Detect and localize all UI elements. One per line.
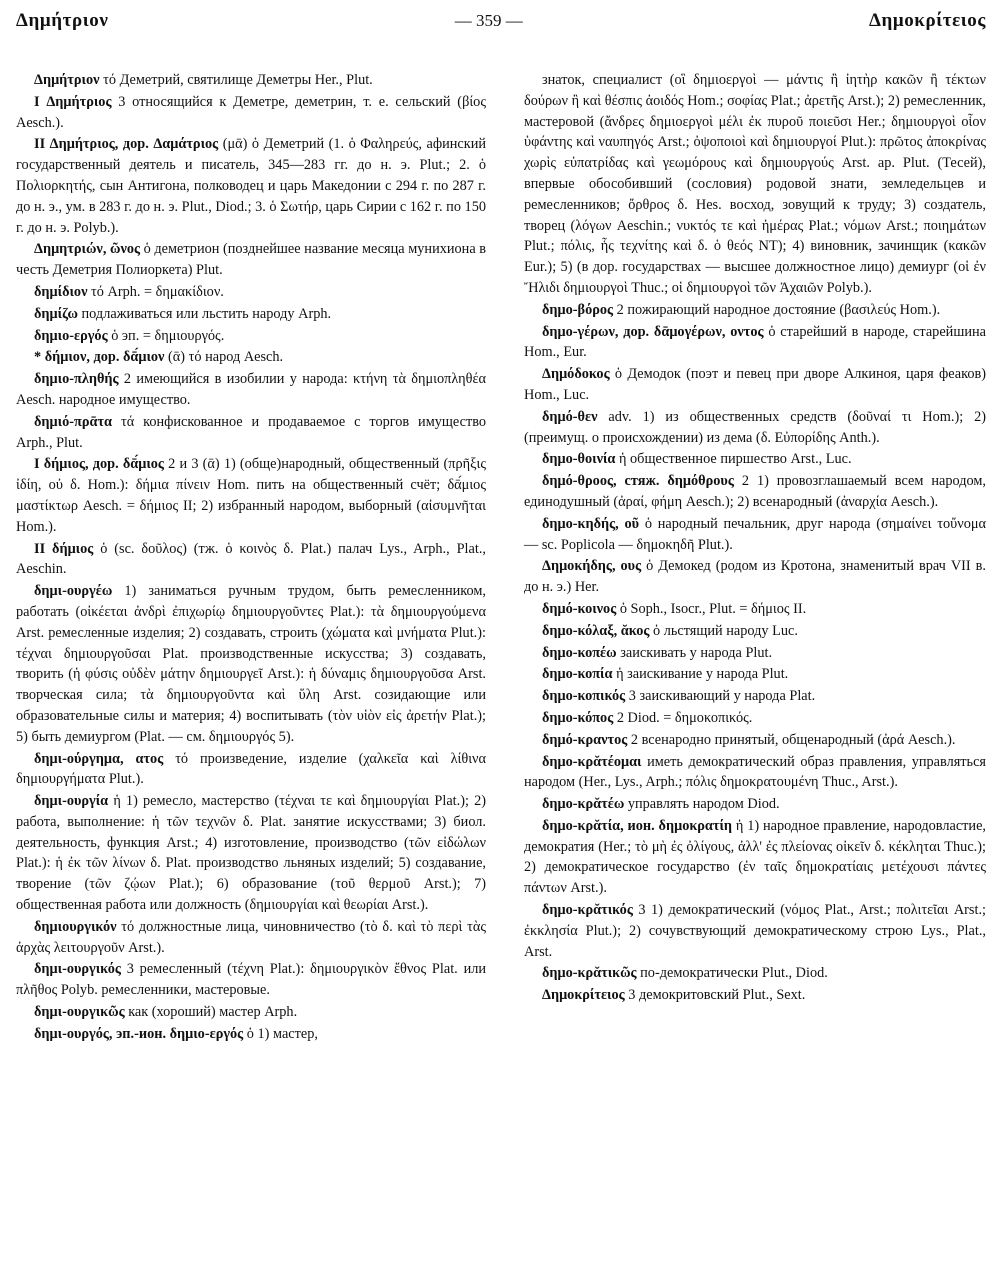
entry-headword: I Δημήτριος <box>34 93 112 110</box>
entry-definition: 2 пожирающий народное достояние (βασιλεύς Hom.). <box>616 301 941 318</box>
dictionary-entry <box>16 134 486 238</box>
entry-headword: δημιο-πληθής <box>34 371 119 388</box>
page-number: — 359 — <box>454 11 523 30</box>
dictionary-entry <box>16 791 486 916</box>
entry-headword: δημο-κοπέω <box>542 644 617 661</box>
entry-definition: 3 заискивающий у народа Plat. <box>628 688 816 705</box>
dictionary-entry <box>16 326 486 347</box>
entry-definition: 2 всенародно принятый, общенародный (ἀρά Aesch.). <box>630 731 956 748</box>
dictionary-entry <box>524 514 986 556</box>
dictionary-entry <box>524 300 986 321</box>
dictionary-entry <box>524 322 986 364</box>
dictionary-entry <box>16 1024 486 1045</box>
dictionary-entry <box>524 708 986 729</box>
entry-headword: * δήμιον, дор. δᾱ́μιον <box>34 349 165 366</box>
dictionary-entry <box>524 471 986 513</box>
entry-definition: ὁ 1) мастер, <box>246 1025 318 1042</box>
left-column <box>16 70 486 1045</box>
dictionary-entry <box>524 686 986 707</box>
entry-headword: δημίδιον <box>34 283 88 300</box>
entry-definition: управлять народом Diod. <box>627 796 780 813</box>
entry-definition: ἡ 1) народное правление, народовластие, демократия (Her.; τὸ μὴ ἐς ὀλίγους, ἀλλ' ἐς πλείονας οἰκεῖν δ. κέκληται Thuc.); 2) демократическое государство (ἐν ταῖς δημοκρατίαις μετέχουσι πάντες πάντων Arst.). <box>524 817 987 897</box>
running-head-left: Δημήτριον <box>16 10 109 31</box>
entry-definition: ἡ общественное пиршество Arst., Luc. <box>618 451 852 468</box>
entry-definition: по-демократически Plut., Diod. <box>640 965 828 982</box>
entry-headword: Δημοκρίτειος <box>542 987 625 1004</box>
entry-headword: δημο-κρᾰτέομαι <box>542 753 642 770</box>
dictionary-entry <box>16 92 486 134</box>
entry-headword: δημό-κοινος <box>542 600 617 617</box>
entry-definition: (ᾱ) τό народ Aesch. <box>168 349 284 366</box>
dictionary-entry <box>16 369 486 411</box>
dictionary-entry <box>524 364 986 406</box>
entry-definition: иметь демократический образ правления, управляться народом (Her., Lys., Arph.; πόλις δημοκρατουμένη Thuc., Arst.). <box>524 753 986 791</box>
entry-headword: δημι-ουργέω <box>34 583 113 600</box>
entry-headword: δημιο-εργός <box>34 327 108 344</box>
entry-headword: δημο-βόρος <box>542 301 614 318</box>
entry-definition: как (хороший) мастер Arph. <box>128 1004 298 1021</box>
entry-definition: 3 1) демократический (νόμος Plat., Arst.; πολιτεῖαι Arst.; ἐκκλησία Plut.); 2) сочувствующий демократическому строю Lys., Plat., Arst. <box>524 902 986 960</box>
entry-headword: δημό-κραντος <box>542 731 628 748</box>
entry-definition: знаток, специалист (οἳ δημιοεργοὶ — μάντις ἢ ἰητὴρ κακῶν ἢ τέκτων δούρων ἢ καὶ θέσπις ἀοιδός Hom.; σοφίας Plat.; ἀρετῆς Arst.); 2) ремесленник, мастеровой (ἄνδρες δημιοεργοὶ μέλι ἐκ πυροῦ ποιεῦσι Her.; δημιουργοὶ οἷον ὑφάντης καὶ ναυπηγός Arst.; ὀψοποιοὶ καὶ δημιουργοί Plut.): πρῶτος ἀποκρίνας χωρὶς εὐπατρίδας καὶ γεωμόρους καὶ δημιουργούς Arst. ap. Plut. (Тесей), впервые обособивший (сословия) родовой знати, земледельцев и ремесленников; ὄρθρος δ. Hes. восход, зовущий к труду; 3) создатель, творец (λόγων Aeschin.; νυκτός τε καὶ ἡμέρας Plat.; νόμων Arst.; ποιημάτων Plut.; πόλις, ἧς τεχνίτης καὶ δ. ὁ θεός NT); 4) виновник, зачинщик (κακῶν Eur.); 5) (в дор. государствах — высшее должностное лицо) демиург (οἱ ἐν Ἤλιδι δημιουργοὶ Thuc.; οἱ δημιουργοὶ τῶν Ἀχαιῶν Polyb.). <box>524 72 986 296</box>
entry-headword: δημό-θροος, стяж. δημόθρους <box>542 473 734 490</box>
entry-definition: 2 имеющийся в изобилии у народа: κτήνη τὰ δημιοπληθέα Aesch. народное имущество. <box>16 371 486 408</box>
entry-headword: δημι-ουργικῶς <box>34 1004 125 1021</box>
entry-headword: δημο-κρᾰτία, ион. δημοκρατίη <box>542 817 733 834</box>
dictionary-entry <box>16 412 486 454</box>
entry-headword: II Δημήτριος, дор. Δαμάτριος <box>34 136 219 153</box>
entry-headword: δημιουργικόν <box>34 918 117 935</box>
right-column <box>524 70 986 1045</box>
entry-definition: ὁ деметрион (позднейшее название месяца мунихиона в честь Деметрия Полиоркета) Plut. <box>16 241 487 279</box>
entry-headword: δημο-κόπος <box>542 709 614 726</box>
entry-definition: ὁ Демокед (родом из Кротона, знаменитый врач VII в. до н. э.) Her. <box>524 558 986 596</box>
dictionary-entry <box>16 539 486 581</box>
dictionary-entry <box>524 794 986 815</box>
entry-definition: ὁ Демодок (поэт и певец при дворе Алкиноя, царя феаков) Hom., Luc. <box>524 366 987 403</box>
entry-definition: заискивать у народа Plut. <box>620 644 773 661</box>
entry-headword: δημι-ουργικός <box>34 961 121 978</box>
dictionary-entry <box>524 900 986 962</box>
entry-definition: adv. 1) из общественных средств (δοῦναί τι Hom.); 2) (преимущ. о происхождении) из дема (δ. Εὐπορίδης Anth.). <box>524 408 986 446</box>
entry-definition: τό Arph. = δημακίδιον. <box>91 283 224 300</box>
dictionary-entry <box>524 730 986 751</box>
dictionary-entry <box>524 752 986 794</box>
dictionary-entry <box>524 449 986 470</box>
entry-definition: τά конфискованное и продаваемое с торгов имущество Arph., Plut. <box>16 413 487 451</box>
entry-headword: δημο-γέρων, дор. δᾱμογέρων, οντος <box>542 323 764 340</box>
entry-definition: 3 демокритовский Plut., Sext. <box>628 987 806 1004</box>
entry-definition: 3 относящийся к Деметре, деметрин, т. е. сельский (βίος Aesch.). <box>16 93 486 131</box>
dictionary-entry <box>524 621 986 642</box>
entry-headword: II δήμιος <box>34 540 94 557</box>
dictionary-entry <box>16 347 486 368</box>
dictionary-entry <box>16 581 486 747</box>
dictionary-entry <box>524 664 986 685</box>
entry-headword: δημο-κηδής, οῦ <box>542 515 640 532</box>
entry-definition: ἡ заискивание у народа Plut. <box>616 666 789 683</box>
dictionary-entry <box>16 70 486 91</box>
entry-definition: ὁ (sc. δοῦλος) (тж. ὁ κοινὸς δ. Plat.) палач Lys., Arph., Plat., Aeschin. <box>16 540 486 578</box>
entry-headword: δημι-ούργημα, ατος <box>34 750 164 767</box>
dictionary-entry <box>524 816 986 899</box>
entry-headword: δημο-κοπικός <box>542 688 626 705</box>
dictionary-entry <box>524 599 986 620</box>
entry-headword: δημο-κοπία <box>542 666 613 683</box>
entry-definition: подлаживаться или льстить народу Arph. <box>81 305 332 322</box>
entry-definition: 2 и 3 (ᾱ) 1) (обще)народный, общественный (πρῆξις ἰδίη, οὐ δ. Hom.): δήμια πίνειν Hom. пить на общественный счёт; δᾱ́μιος μαστίκτωρ Aesch. = δήμιος II; 2) избранный народом, выборный (αἰσυμνῆται Hom.). <box>16 456 486 535</box>
entry-definition: ὁ эп. = δημιουργός. <box>111 327 225 344</box>
entry-definition: (μᾱ) ὁ Деметрий (1. ὁ Φαληρεύς, афинский государственный деятель и писатель, 345—283 гг. до н. э. Plut.; 2. ὁ Πολιορκητής, сын Антигона, полководец и царь Македонии с 294 г. по 287 г. до н. э., ум. в 283 г. до н. э. Plut., Diod.; 3. ὁ Σωτήρ, царь Сирии с 162 г. по 150 г. до н. э. Polyb.). <box>16 136 487 236</box>
dictionary-entry <box>16 1002 486 1023</box>
dictionary-entry <box>16 454 486 537</box>
entry-definition: 2 1) провозглашаемый всем народом, единодушный (ἀραί, φήμη Aesch.); 2) всенародный (ἀναρχία Aesch.). <box>524 473 986 510</box>
entry-headword: δημο-κρᾰτέω <box>542 796 625 813</box>
entry-headword: δημιό-πρᾱτα <box>34 413 113 430</box>
dictionary-entry <box>524 985 986 1006</box>
dictionary-entry <box>16 749 486 791</box>
dictionary-entry <box>524 70 986 299</box>
entry-definition: 1) заниматься ручным трудом, быть ремесленником, работать (οἰκέεται ἀνδρὶ ἐπιχωρίῳ δημιουργοῦντες Plat.): τὰ δημιουργούμενα Arst. ремесленные изделия; 2) создавать, строить (χώματα καὶ μνήματα Plut.): τέχναι δημιουργοῦσαι Plat. производственные искусства; 3) создавать, творить (ἡ φύσις οὐδὲν μάτην δημιουργεῖ Arst.): ἡ δύναμις δημιουργοῦσα Arst. творческая сила; τὰ δημιουργοῦντα καὶ ὕλη Arst. созидающие или образовательные силы и материя; 4) воспитывать (τὸν υἱὸν εἰς ἀρετήν Plat.); 5) быть демиургом (Plat. — см. δημιουργός 5). <box>16 583 486 745</box>
dictionary-entry <box>16 282 486 303</box>
entry-definition: ὁ льстящий народу Luc. <box>653 622 798 639</box>
dictionary-entry <box>524 643 986 664</box>
entry-definition: ὁ Soph., Isocr., Plut. = δήμιος II. <box>619 600 807 617</box>
entry-headword: Δημόδοκος <box>542 366 610 383</box>
entry-definition: ἡ 1) ремесло, мастерство (τέχναι τε καὶ δημιουργίαι Plat.); 2) работа, выполнение: ἡ τῶν τεχνῶν δ. Plat. занятие искусствами; 3) биол. деятельность, функция Arst.; 4) изготовление, производство (τῶν εἰδώλων Plat.): ἡ ἐκ τῶν λίνων δ. Plat. производство льняных изделий; 5) создавание, творение (τῶν ζῴων Plat.); 6) образование (τοῦ θερμοῦ Arst.); 7) общественная работа или должность (δημιουργίαι καὶ θεωρίαι Arst.). <box>16 793 486 914</box>
entry-definition: 2 Diod. = δημοκοπικός. <box>616 709 753 726</box>
entry-headword: I δήμιος, дор. δᾱ́μιος <box>34 456 164 473</box>
text-columns <box>16 70 986 1045</box>
dictionary-entry <box>524 556 986 598</box>
entry-headword: Δημήτριον <box>34 72 100 88</box>
running-head-right: Δημοκρίτειος <box>868 10 986 31</box>
entry-definition: τό произведение, изделие (χαλκεῖα καὶ λίθινα δημιουργήματα Plut.). <box>16 750 486 788</box>
entry-headword: Δημητριών, ῶνος <box>34 241 141 258</box>
entry-headword: δημο-θοινία <box>542 451 616 468</box>
entry-definition: τό должностные лица, чиновничество (τὸ δ. καὶ τὸ περὶ τὰς ἀρχὰς λειτουργοῦν Arst.). <box>16 918 486 956</box>
entry-definition: ὁ народный печальник, друг народа (σημαίνει τοὔνομα — sc. Poplicola — δημοκηδῆ Plut.). <box>524 515 987 553</box>
entry-headword: δημο-κόλαξ, ᾰκος <box>542 622 650 639</box>
dictionary-entry <box>524 963 986 984</box>
dictionary-entry <box>524 407 986 449</box>
entry-definition: τό Деметрий, святилище Деметры Her., Plut. <box>103 72 373 88</box>
entry-headword: Δημοκήδης, ους <box>542 558 642 575</box>
entry-definition: ὁ старейший в народе, старейшина Hom., Eur. <box>524 323 986 361</box>
dictionary-entry <box>16 304 486 325</box>
entry-headword: δημο-κρᾰτικῶς <box>542 965 637 982</box>
dictionary-entry <box>16 239 486 281</box>
page-header <box>16 10 986 46</box>
entry-headword: δημι-ουργός, эп.-ион. δημιο-εργός <box>34 1025 244 1042</box>
entry-headword: δημό-θεν <box>542 408 598 425</box>
dictionary-entry <box>16 917 486 959</box>
entry-headword: δημίζω <box>34 305 78 322</box>
entry-headword: δημο-κρᾰτικός <box>542 902 633 919</box>
entry-definition: 3 ремесленный (τέχνη Plat.): δημιουργικὸν ἔθνος Plat. или πλῆθος Polyb. ремесленники, мастеровые. <box>16 961 487 999</box>
entry-headword: δημι-ουργία <box>34 793 109 810</box>
dictionary-entry <box>16 959 486 1001</box>
